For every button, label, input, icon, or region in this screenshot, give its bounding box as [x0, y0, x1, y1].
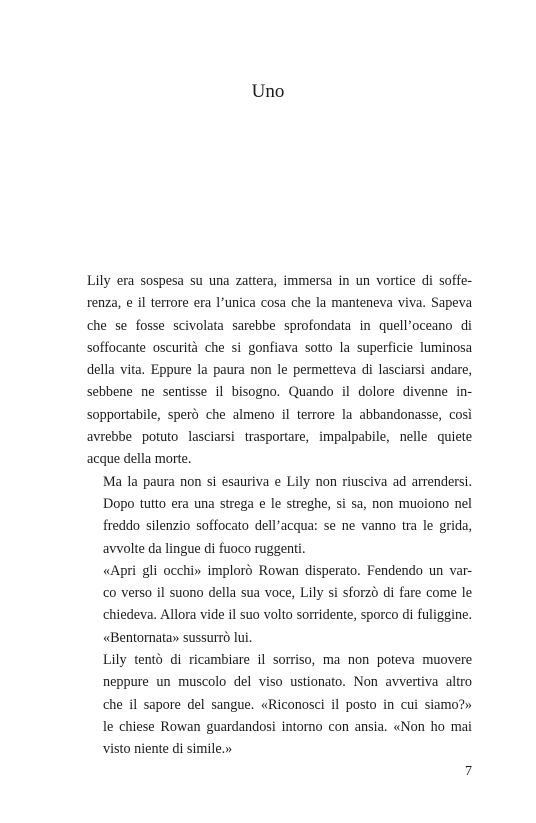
text-line: Dopo tutto era una strega e le streghe, si sa, non muoiono nel	[103, 495, 472, 512]
text-line: «Bentornata» sussurrò lui.	[103, 629, 253, 646]
text-line: che se fosse scivolata sarebbe sprofondata in quell’oceano di	[87, 317, 472, 334]
paragraph	[87, 270, 472, 471]
text-line: le chiese Rowan guardandosi intorno con ansia. «Non ho mai	[103, 718, 472, 735]
text-line: freddo silenzio soffocato dell’acqua: se ne vanno tra le grida,	[103, 518, 472, 535]
text-line: avrebbe potuto lasciarsi trasportare, impalpabile, nelle quiete	[87, 429, 472, 446]
text-line: visto niente di simile.»	[103, 741, 233, 758]
text-line: sebbene ne sentisse il bisogno. Quando il dolore divenne in-	[87, 384, 472, 401]
text-line: chiedeva. Allora vide il suo volto sorridente, sporco di fuliggine.	[103, 607, 472, 624]
text-line: co verso il suono della sua voce, Lily si sforzò di fare come le	[103, 585, 472, 602]
text-line: Ma la paura non si esauriva e Lily non riusciva ad arrendersi.	[103, 473, 472, 490]
text-line: Lily era sospesa su una zattera, immersa in un vortice di soffe-	[87, 273, 472, 289]
text-line: che il sapore del sangue. «Riconosci il posto in cui siamo?»	[103, 696, 472, 713]
paragraph	[87, 471, 472, 560]
body-text	[87, 270, 472, 761]
text-line: «Apri gli occhi» implorò Rowan disperato. Fendendo un var-	[103, 562, 472, 579]
text-line: renza, e il terrore era l’unica cosa che la manteneva viva. Sapeva	[87, 295, 472, 312]
paragraph	[87, 560, 472, 649]
paragraph	[87, 649, 472, 760]
text-line: neppure un muscolo del viso ustionato. Non avvertiva altro	[103, 674, 472, 691]
text-line: acque della morte.	[87, 451, 192, 468]
chapter-title: Uno	[251, 81, 285, 102]
text-line: avvolte da lingue di fuoco ruggenti.	[103, 540, 306, 557]
page-number: 7	[465, 764, 472, 779]
text-line: soffocante oscurità che si gonfiava sotto la superficie luminosa	[87, 339, 472, 356]
text-line: della vita. Eppure la paura non le permetteva di lasciarsi andare,	[87, 362, 472, 379]
text-line: Lily tentò di ricambiare il sorriso, ma non poteva muovere	[103, 652, 472, 669]
text-line: sopportabile, sperò che almeno il terrore la abbandonasse, così	[87, 406, 472, 423]
